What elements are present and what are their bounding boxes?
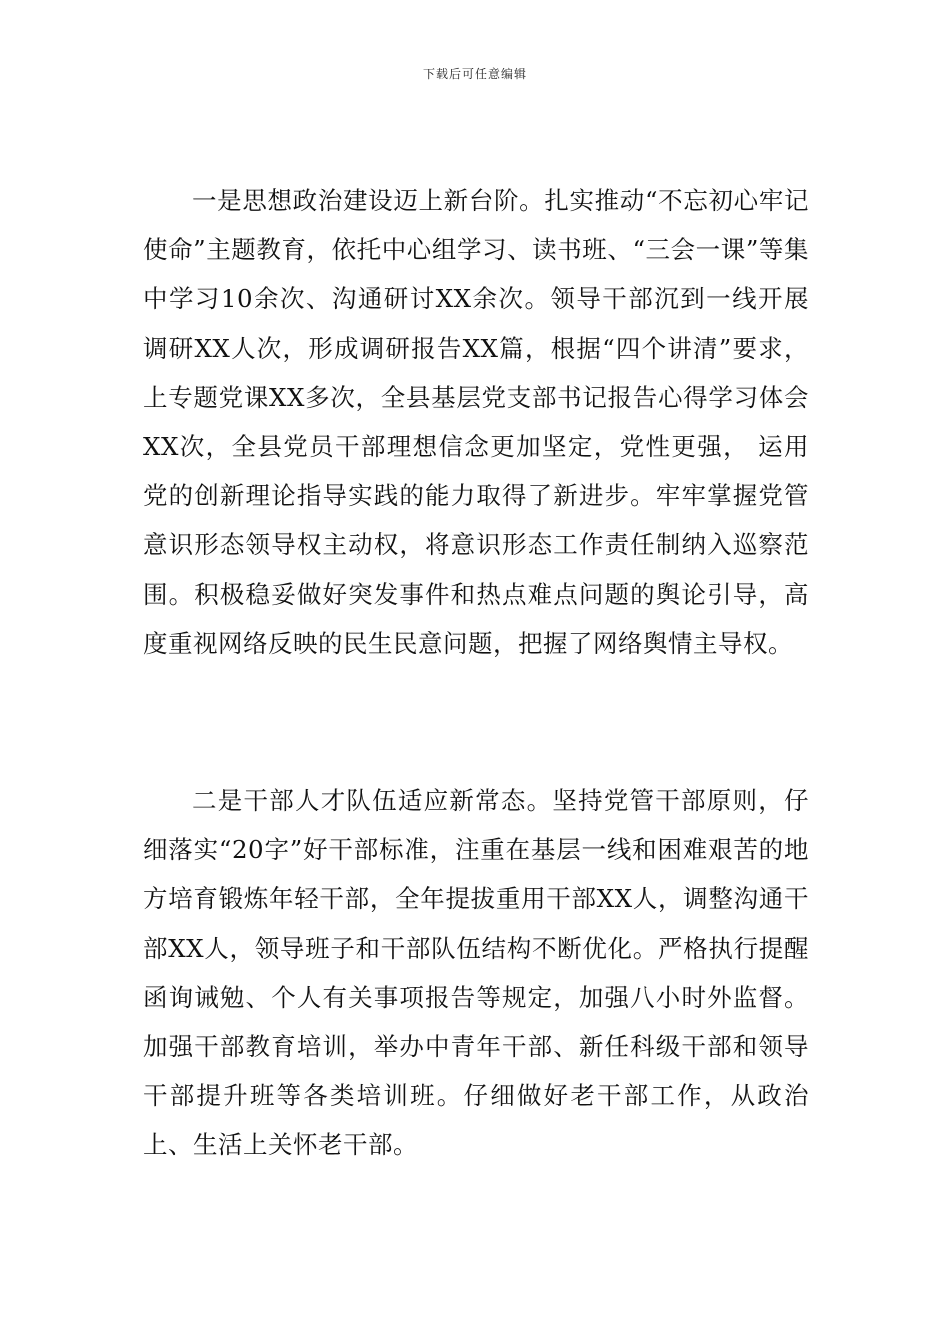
paragraph-cadre-team: 二是干部人才队伍适应新常态。坚持党管干部原则，仔细落实“20字”好干部标准，注重在基层一线和困难艰苦的地方培育锻炼年轻干部，全年提拔重用干部XX人，调整沟通干部XX人，领导班子和干部队伍结构不断优化。严格执行提醒函询诫勉、个人有关事项报告等规定，加强八小时外监督。加强干部教育培训，举办中青年干部、新任科级干部和领导干部提升班等各类培训班。仔细做好老干部工作，从政治上、生活上关怀老干部。: [143, 786, 809, 1160]
header-note: 下载后可任意编辑: [422, 67, 527, 81]
paragraph-ideological-work: 一是思想政治建设迈上新台阶。扎实推动“不忘初心牢记使命”主题教育，依托中心组学习、读书班、“三会一课”等集中学习10余次、沟通研讨XX余次。领导干部沉到一线开展调研XX人次，形成调研报告XX篇，根据“四个讲清”要求，上专题党课XX多次，全县基层党支部书记报告心得学习体会XX次，全县党员干部理想信念更加坚定，党性更强， 运用党的创新理论指导实践的能力取得了新进步。牢牢掌握党管意识形态领导权主动权，将意识形态工作责任制纳入巡察范围。积极稳妥做好突发事件和热点难点问题的舆论引导，高度重视网络反映的民生民意问题，把握了网络舆情主导权。: [143, 186, 809, 658]
